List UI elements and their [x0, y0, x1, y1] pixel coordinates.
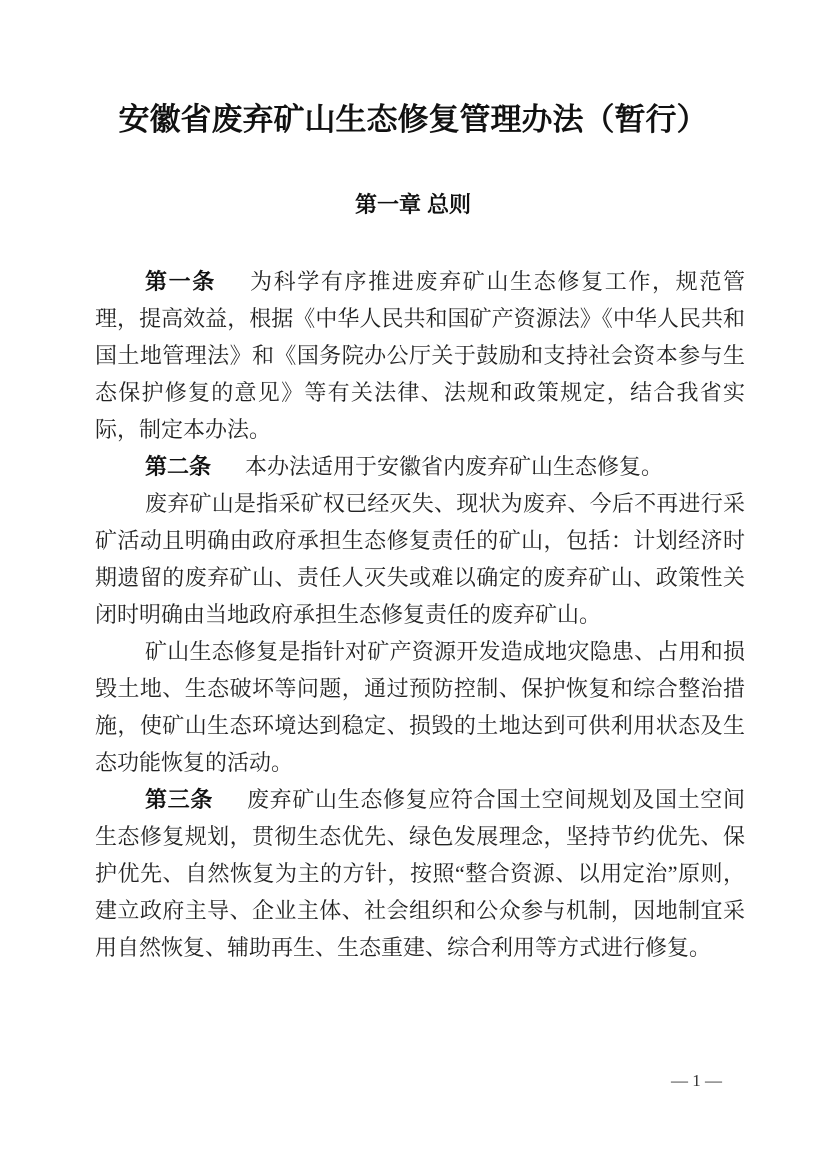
article-paragraph — [95, 448, 745, 485]
paragraph-text: 为科学有序推进废弃矿山生态修复工作，规范管理，提高效益，根据《中华人民共和国矿产资源法》《中华人民共和国土地管理法》和《国务院办公厅关于鼓励和支持社会资本参与生态保护修复的意见》等有关法律、法规和政策规定，结合我省实际，制定本办法。 — [95, 269, 745, 442]
page-number: — 1 — — [671, 1071, 722, 1090]
paragraph-text: 矿山生态修复是指针对矿产资源开发造成地灾隐患、占用和损毁土地、生态破坏等问题，通过预防控制、保护恢复和综合整治措施，使矿山生态环境达到稳定、损毁的土地达到可供利用状态及生态功能恢复的活动。 — [95, 639, 745, 775]
document-body — [95, 263, 745, 966]
paragraph-text: 本办法适用于安徽省内废弃矿山生态修复。 — [245, 454, 664, 479]
document-title: 安徽省废弃矿山生态修复管理办法（暂行） — [118, 102, 708, 137]
article-number-label: 第二条 — [145, 454, 212, 479]
article-number-label: 第三条 — [145, 787, 213, 812]
article-paragraph — [95, 781, 745, 966]
chapter-heading: 第一章 总则 — [354, 192, 472, 217]
article-paragraph — [95, 485, 745, 633]
article-paragraph — [95, 263, 745, 448]
article-paragraph — [95, 633, 745, 781]
paragraph-text: 废弃矿山生态修复应符合国土空间规划及国土空间生态修复规划，贯彻生态优先、绿色发展理念，坚持节约优先、保护优先、自然恢复为主的方针，按照“整合资源、以用定治”原则，建立政府主导、企业主体、社会组织和公众参与机制，因地制宜采用自然恢复、辅助再生、生态重建、综合利用等方式进行修复。 — [95, 787, 745, 960]
paragraph-text: 废弃矿山是指采矿权已经灭失、现状为废弃、今后不再进行采矿活动且明确由政府承担生态修复责任的矿山，包括：计划经济时期遗留的废弃矿山、责任人灭失或难以确定的废弃矿山、政策性关闭时明确由当地政府承担生态修复责任的废弃矿山。 — [95, 491, 745, 627]
article-number-label: 第一条 — [145, 269, 216, 294]
